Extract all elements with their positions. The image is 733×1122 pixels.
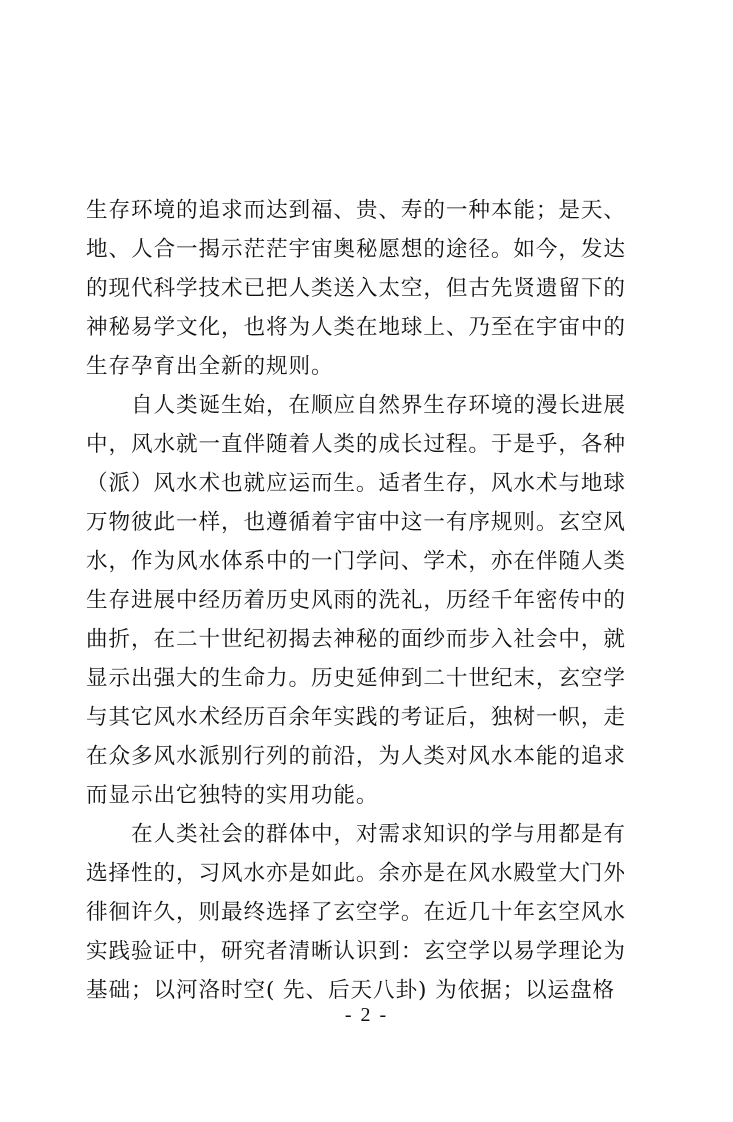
text-line: 自人类诞生始，在顺应自然界生存环境的漫长进展 — [131, 393, 626, 418]
text-line: 万物彼此一样，也遵循着宇宙中这一有序规则。玄空风 — [86, 510, 626, 535]
text-line: （派）风水术也就应运而生。适者生存，风水术与地球 — [86, 471, 626, 496]
text-line: 实践验证中，研究者清晰认识到：玄空学以易学理论为 — [86, 939, 626, 964]
text-line: 生存孕育出全新的规则。 — [86, 354, 334, 379]
text-line: 而显示出它独特的实用功能。 — [86, 783, 379, 808]
page-number: - 2 - — [344, 1004, 389, 1026]
text-line: 显示出强大的生命力。历史延伸到二十世纪末，玄空学 — [86, 666, 626, 691]
text-line: 生存进展中经历着历史风雨的洗礼，历经千年密传中的 — [86, 588, 626, 613]
text-line: 曲折，在二十世纪初揭去神秘的面纱而步入社会中，就 — [86, 627, 626, 652]
text-line: 在众多风水派别行列的前沿，为人类对风水本能的追求 — [86, 744, 626, 769]
text-line: 选择性的，习风水亦是如此。余亦是在风水殿堂大门外 — [86, 861, 626, 886]
paragraph-1 — [86, 191, 656, 386]
paragraph-2 — [86, 386, 656, 815]
text-line: 在人类社会的群体中，对需求知识的学与用都是有 — [131, 822, 626, 847]
paragraph-3 — [86, 815, 656, 1010]
text-line: 水，作为风水体系中的一门学问、学术，亦在伴随人类 — [86, 549, 626, 574]
text-line: 基础；以河洛时空( 先、后天八卦) 为依据；以运盘格 — [86, 978, 616, 1003]
text-line: 神秘易学文化，也将为人类在地球上、乃至在宇宙中的 — [86, 315, 626, 340]
text-line: 徘徊许久，则最终选择了玄空学。在近几十年玄空风水 — [86, 900, 626, 925]
text-line: 中，风水就一直伴随着人类的成长过程。于是乎，各种 — [86, 432, 626, 457]
text-line: 生存环境的追求而达到福、贵、寿的一种本能；是天、 — [86, 198, 626, 223]
body-text — [86, 191, 656, 1010]
text-line: 的现代科学技术已把人类送入太空，但古先贤遗留下的 — [86, 276, 626, 301]
text-line: 与其它风水术经历百余年实践的考证后，独树一帜，走 — [86, 705, 626, 730]
text-line: 地、人合一揭示茫茫宇宙奥秘愿想的途径。如今，发达 — [86, 237, 626, 262]
